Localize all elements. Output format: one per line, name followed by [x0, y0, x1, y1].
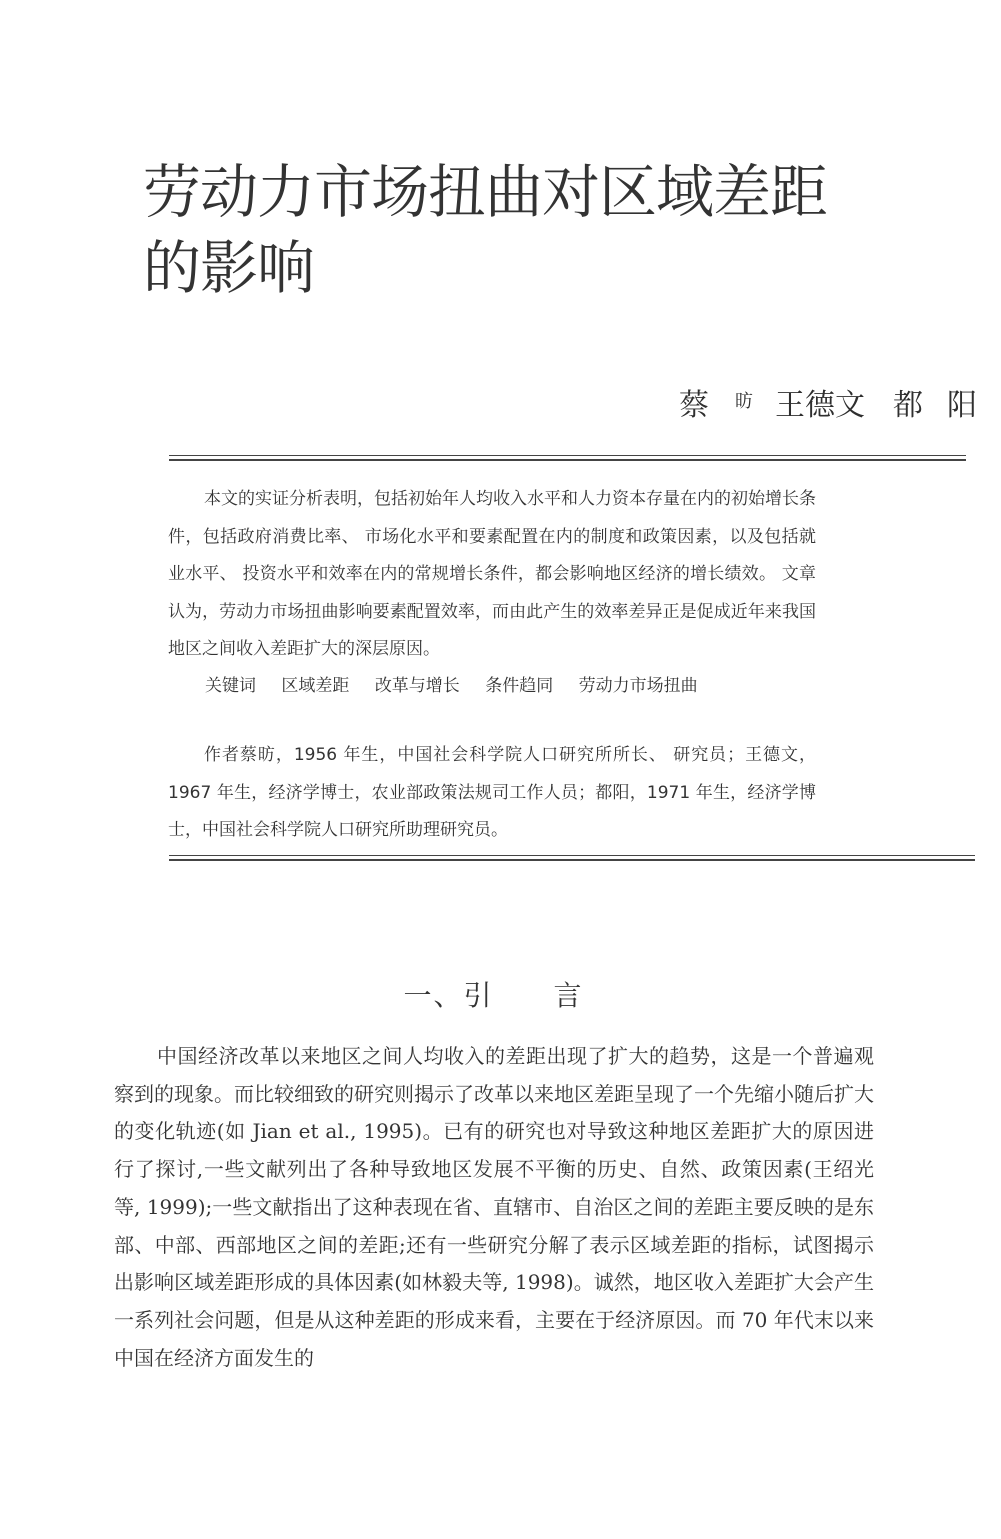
author-first-name-part: 蔡 [679, 388, 709, 423]
author-info: 作者蔡昉，1956 年生，中国社会科学院人口研究所所长、 研究员；王德文，1967 年生，经济学博士，农业部政策法规司工作人员；都阳，1971 年生，经济学博士，中国社会科学院人口研究所助理研究员。 [168, 745, 816, 840]
keyword: 条件趋同 [485, 676, 554, 696]
keyword: 劳动力市场扭曲 [578, 676, 698, 696]
keywords [205, 668, 718, 705]
section-heading [0, 974, 987, 1014]
keywords-label: 关键词 [205, 676, 256, 696]
top-rule-thin [169, 455, 966, 456]
abstract: 本文的实证分析表明，包括初始年人均收入水平和人力资本存量在内的初始增长条件，包括政府消费比率、 市场化水平和要素配置在内的制度和政策因素，以及包括就业水平、 投资水平和效率在内的常规增长条件，都会影响地区经济的增长绩效。 文章认为，劳动力市场扭曲影响要素配置效率，而由此产生的效率差异正是促成近年来我国地区之间收入差距扩大的深层原因。 [168, 489, 816, 659]
keyword: 改革与增长 [374, 676, 460, 696]
bottom-rule-thin [169, 855, 975, 856]
body-paragraph: 中国经济改革以来地区之间人均收入的差距出现了扩大的趋势，这是一个普遍观察到的现象。而比较细致的研究则揭示了改革以来地区差距呈现了一个先缩小随后扩大的变化轨迹(如 Jian et al., 1995)。已有的研究也对导致这种地区差距扩大的原因进行了探讨,一些文献列出了各种导致地区发展不平衡的历史、自然、政策因素(王绍光等, 1999);一些文献指出了这种表现在省、直辖市、自治区之间的差距主要反映的是东部、中部、西部地区之间的差距;还有一些研究分解了表示区域差距的指标，试图揭示出影响区域差距形成的具体因素(如林毅夫等, 1998)。诚然，地区收入差距扩大会产生一系列社会问题，但是从这种差距的形成来看，主要在于经济原因。而 70 年代末以来中国在经济方面发生的 [114, 1044, 874, 1370]
top-rule-thick [169, 459, 966, 461]
author-line [679, 380, 1001, 424]
section-title-end: 言 [553, 979, 584, 1012]
bottom-rule-thick [169, 859, 975, 861]
section-number: 一、引 [403, 979, 494, 1012]
author-first-name-glyph: 昉 [735, 391, 749, 412]
author-second: 王德文 [775, 388, 865, 423]
article-title: 劳动力市场扭曲对区域差距的影响 [143, 158, 828, 302]
keyword: 区域差距 [281, 676, 350, 696]
author-third: 都阳 [893, 388, 1001, 423]
